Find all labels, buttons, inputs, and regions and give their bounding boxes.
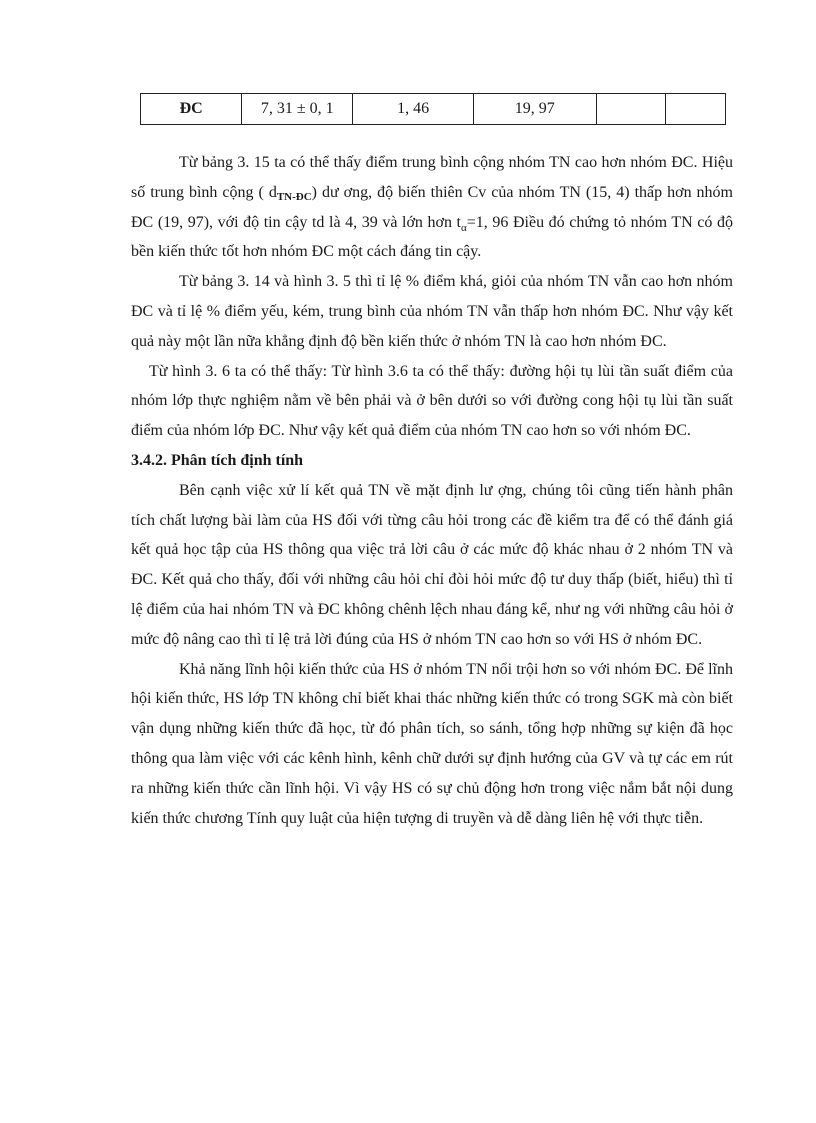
results-table xyxy=(140,93,726,125)
table-cell xyxy=(666,94,726,125)
table-cell: 1, 46 xyxy=(353,94,474,125)
table-cell: 19, 97 xyxy=(473,94,596,125)
paragraph-1-text-c: =1, 96 Điều đó chứng tỏ nhóm TN có độ bền kiến thức tốt hơn nhóm ĐC một cách đáng tin cậy. xyxy=(131,213,733,261)
paragraph-3: Từ hình 3. 6 ta có thể thấy: Từ hình 3.6 ta có thể thấy: đường hội tụ lùi tần suất điểm của nhóm lớp thực nghiệm nằm về bên phải và ở bên dưới so với đường cong hội tụ lùi tần suất điểm của nhóm lớp ĐC. Như vậy kết quả điểm của nhóm TN cao hơn so với nhóm ĐC. xyxy=(131,362,733,440)
paragraph-1-text-b: ) dư ơng, độ biến thiên Cv của nhóm TN (15, 4) thấp hơn nhóm ĐC (19, 97), với độ tin cậy td là 4, 39 và lớn hơn t xyxy=(131,183,734,231)
paragraph-1-subscript-alpha: α xyxy=(461,221,467,234)
table-cell xyxy=(596,94,666,125)
paragraph-4: Bên cạnh việc xử lí kết quả TN về mặt định lư ợng, chúng tôi cũng tiến hành phân tích chất lượng bài làm của HS đối với từng câu hỏi trong các đề kiểm tra để có thể đánh giá kết quả học tập của HS thông qua việc trả lời câu ở các mức độ khác nhau ở 2 nhóm TN và ĐC. Kết quả cho thấy, đối với những câu hỏi chỉ đòi hỏi mức độ tư duy thấp (biết, hiểu) thì tỉ lệ điểm của hai nhóm TN và ĐC không chênh lệch nhau đáng kể, như ng với những câu hỏi ở mức độ nâng cao thì tỉ lệ trả lời đúng của HS ở nhóm TN cao hơn so với HS ở nhóm ĐC. xyxy=(131,481,733,648)
paragraph-1-subscript: TN-ĐC xyxy=(276,190,312,203)
paragraph-1 xyxy=(131,148,733,267)
paragraph-2: Từ bảng 3. 14 và hình 3. 5 thì tỉ lệ % điểm khá, giỏi của nhóm TN vẫn cao hơn nhóm ĐC và tỉ lệ % điểm yếu, kém, trung bình của nhóm TN vẫn thấp hơn nhóm ĐC. Như vậy kết quả này một lần nữa khẳng định độ bền kiến thức ở nhóm TN là cao hơn nhóm ĐC. xyxy=(131,273,733,350)
table-cell: 7, 31 ± 0, 1 xyxy=(242,94,353,125)
paragraph-5: Khả năng lĩnh hội kiến thức của HS ở nhóm TN nổi trội hơn so với nhóm ĐC. Để lĩnh hội kiến thức, HS lớp TN không chỉ biết khai thác những kiến thức có trong SGK mà còn biết vận dụng những kiến thức đã học, từ đó phân tích, so sánh, tổng hợp những sự kiện đã học thông qua làm việc với các kênh hình, kênh chữ dưới sự định hướng của GV và tự các em rút ra những kiến thức cần lĩnh hội. Vì vậy HS có sự chủ động hơn trong việc nắm bắt nội dung kiến thức chương Tính quy luật của hiện tượng di truyền và dễ dàng liên hệ với thực tiễn. xyxy=(131,660,733,827)
document-body xyxy=(131,148,733,833)
table-cell: ĐC xyxy=(141,94,242,125)
paragraph-1-text-a: Từ bảng 3. 15 ta có thể thấy điểm trung bình cộng nhóm TN cao hơn nhóm ĐC. Hiệu số trung bình cộng ( d xyxy=(131,154,733,201)
section-heading: 3.4.2. Phân tích định tính xyxy=(131,451,304,469)
table-row xyxy=(141,94,726,125)
